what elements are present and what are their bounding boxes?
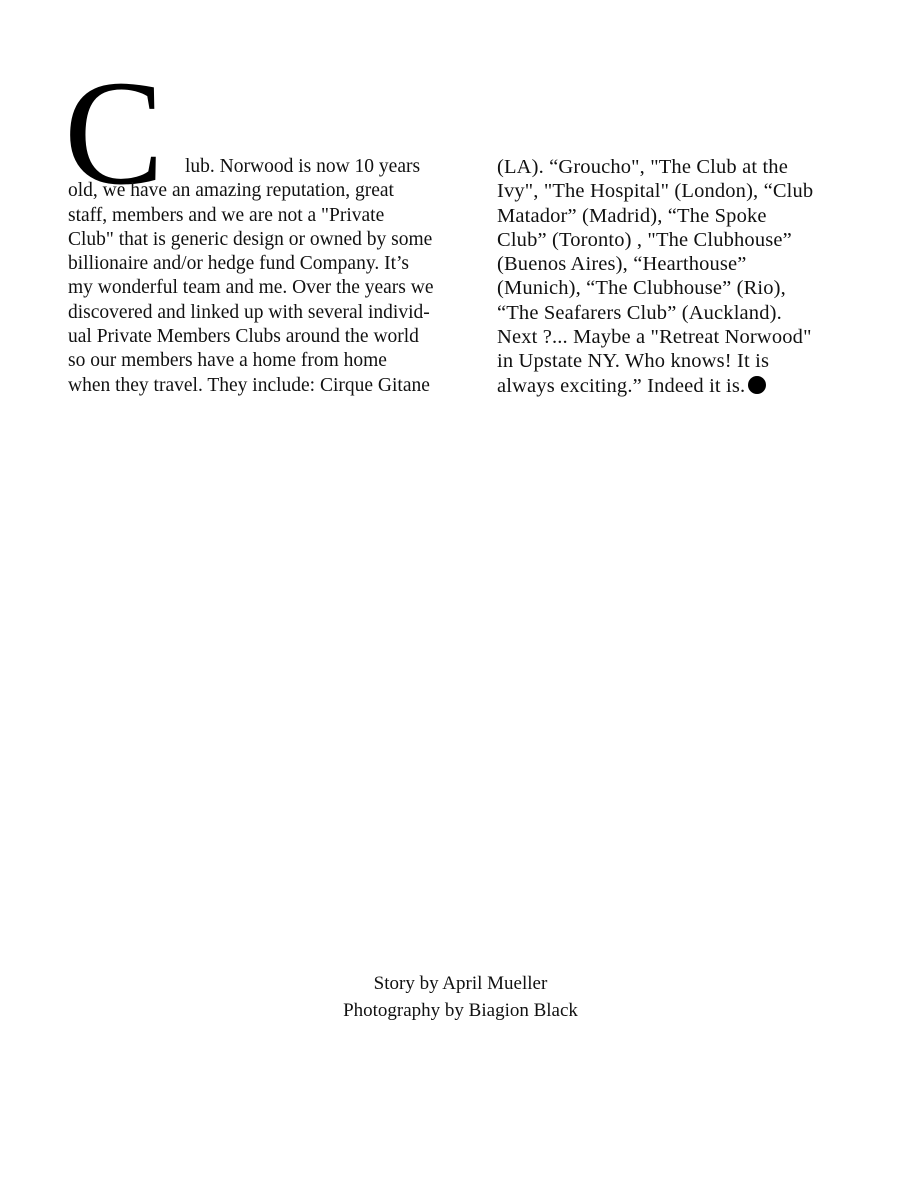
end-mark-icon — [748, 376, 766, 394]
body-text-line: Matador” (Madrid), “The Spoke — [497, 204, 767, 227]
photography-credit: Photography by Biagion Black — [343, 1000, 578, 1021]
drop-cap: C — [64, 50, 165, 216]
body-text-line: (Munich), “The Clubhouse” (Rio), — [497, 277, 786, 300]
body-text-line: ual Private Members Clubs around the world — [68, 326, 419, 348]
body-text-line: Next ?... Maybe a "Retreat Norwood" — [497, 326, 812, 349]
article-column-left — [68, 155, 468, 398]
story-credit: Story by April Mueller — [373, 973, 548, 994]
body-text-line: (LA). “Groucho", "The Club at the — [497, 156, 788, 178]
article-column-right — [497, 155, 857, 398]
body-text-line: lub. Norwood is now 10 years — [185, 156, 421, 177]
body-text-line: discovered and linked up with several individ- — [68, 301, 430, 323]
body-text-line: in Upstate NY. Who knows! It is — [497, 350, 770, 373]
body-text-line: old, we have an amazing reputation, great — [68, 180, 394, 202]
body-text-line: so our members have a home from home — [68, 350, 387, 372]
body-text-line: (Buenos Aires), “Hearthouse” — [497, 253, 747, 276]
body-text-line: when they travel. They include: Cirque Gitane — [68, 374, 430, 396]
body-text-line: Club" that is generic design or owned by some — [68, 228, 433, 250]
credits — [0, 970, 921, 1024]
body-text-line: Ivy", "The Hospital" (London), “Club — [497, 180, 814, 203]
body-text-line: staff, members and we are not a "Private — [68, 204, 385, 226]
body-text-line: billionaire and/or hedge fund Company. It’s — [68, 253, 409, 275]
body-text-line: “The Seafarers Club” (Auckland). — [497, 301, 782, 324]
body-text-line-end: always exciting.” Indeed it is. — [497, 374, 746, 397]
body-text-line: Club” (Toronto) , "The Clubhouse” — [497, 228, 792, 251]
body-text-line-last — [497, 374, 857, 398]
body-text-line: my wonderful team and me. Over the years we — [68, 277, 434, 299]
